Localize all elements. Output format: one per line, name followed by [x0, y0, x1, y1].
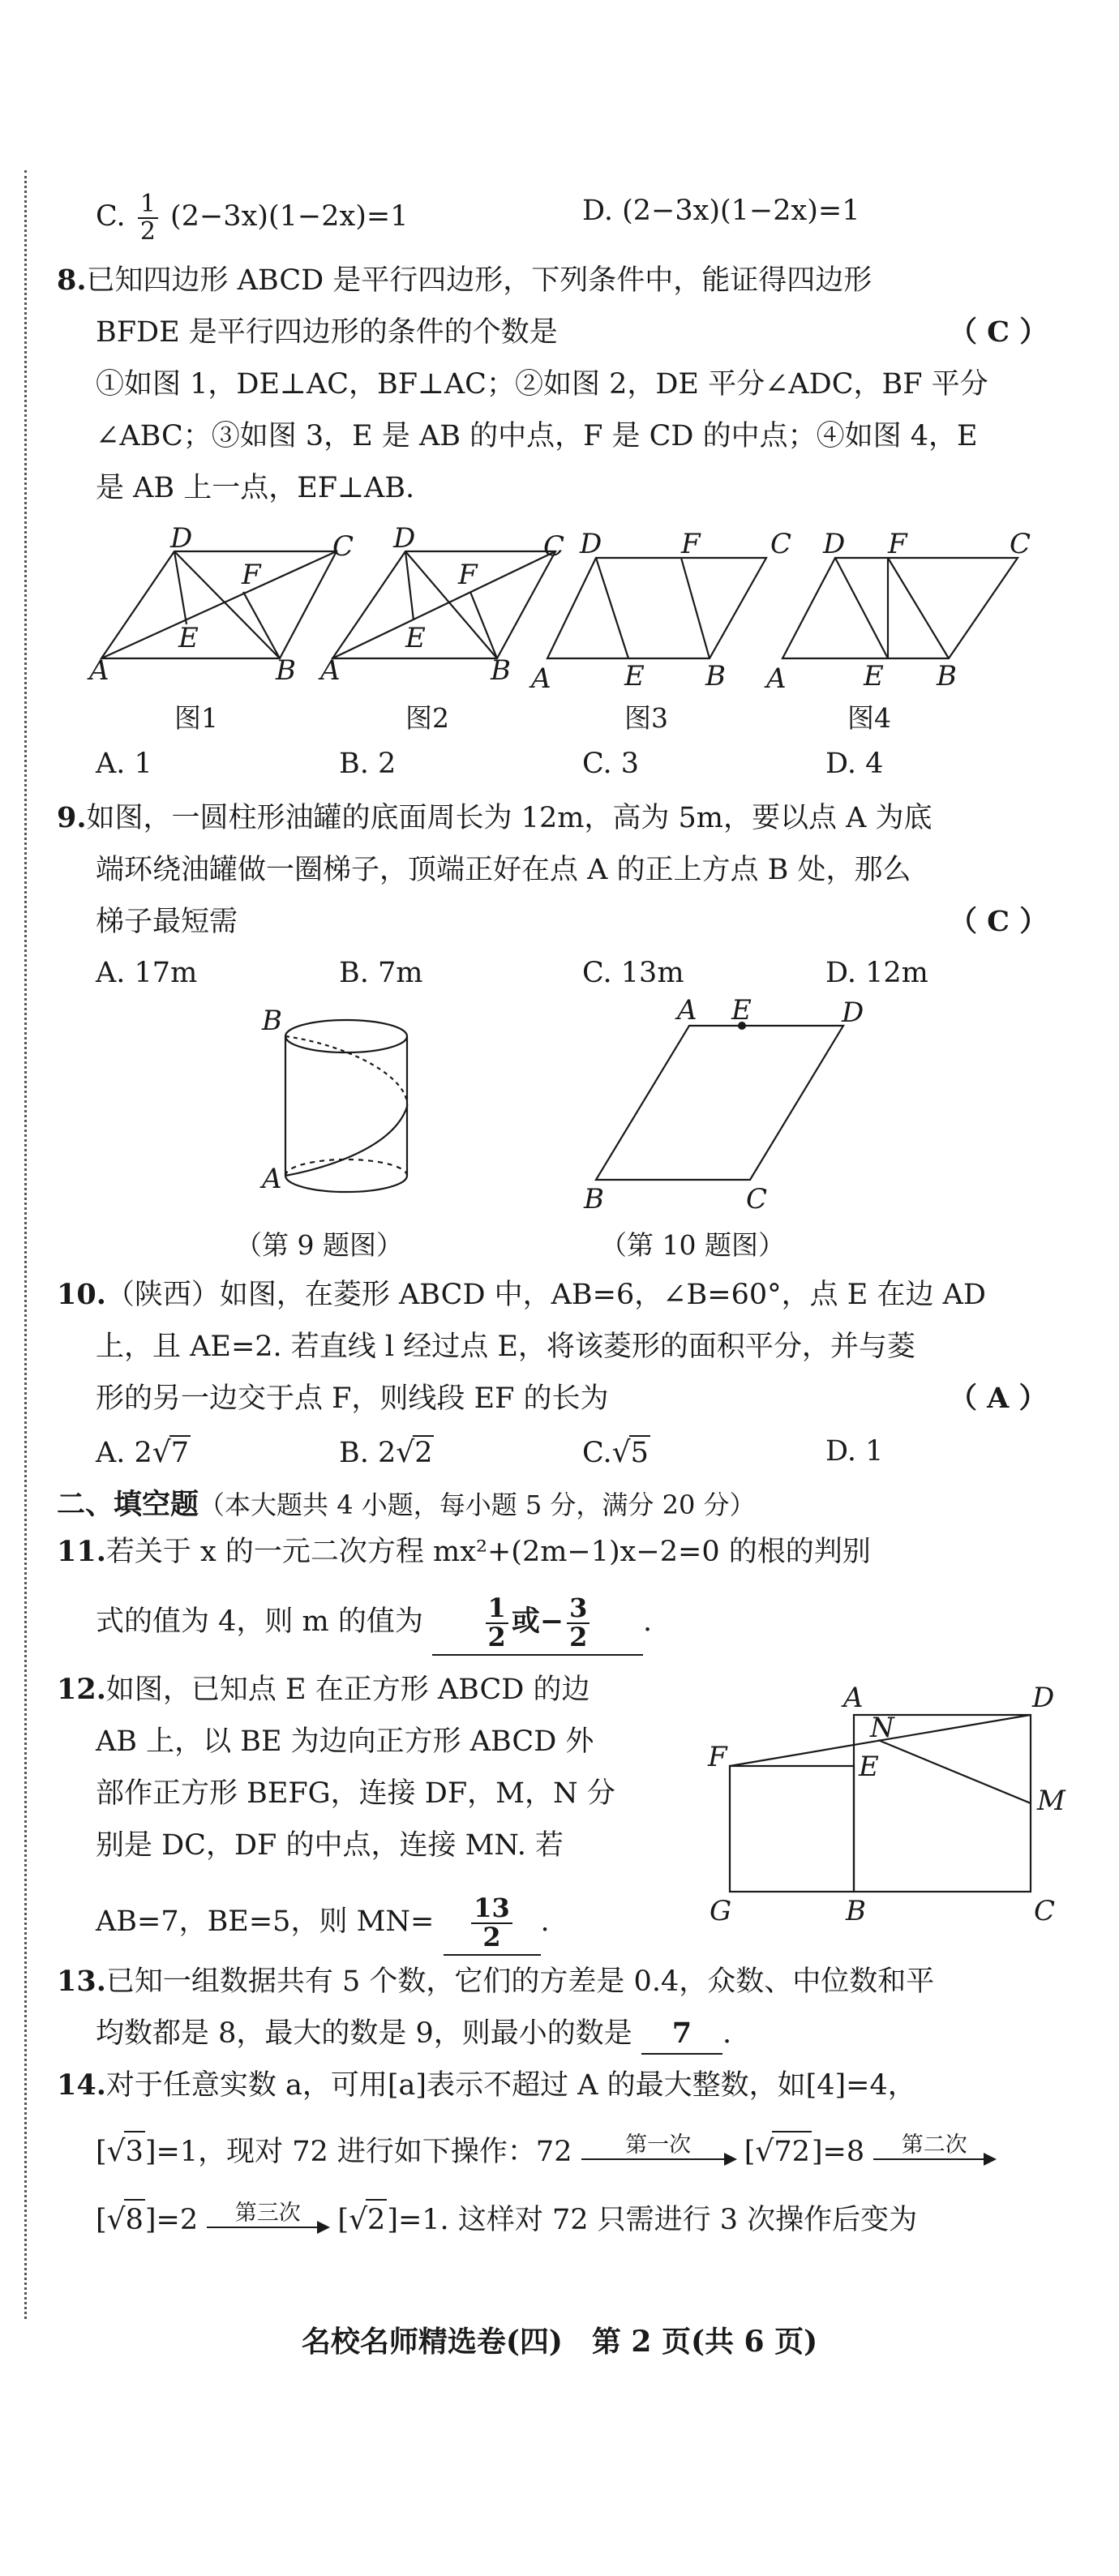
- q7-option-d: D. (2−3x)(1−2x)=1: [582, 195, 860, 227]
- q14-line1: 14.对于任意实数 a，可用[a]表示不超过 A 的最大整数，如[4]=4，: [57, 2068, 916, 2102]
- fig10-label-e: E: [731, 994, 752, 1027]
- section2-title: 二、填空题: [57, 1488, 199, 1521]
- fig12-label-f: F: [708, 1741, 727, 1773]
- fig12-label-e: E: [859, 1751, 879, 1783]
- q9-option-d: D. 12m: [825, 957, 928, 989]
- q8-line4: ∠ABC；③如图 3，E 是 AB 的中点，F 是 CD 的中点；④如图 4，E: [96, 420, 978, 452]
- fig3-label-c: C: [770, 528, 792, 560]
- q8-option-c: C. 3: [582, 748, 640, 780]
- q14-arrow-1: 第一次: [581, 2137, 735, 2170]
- fig1-label-e: E: [178, 622, 199, 654]
- fig2-label-e: E: [405, 622, 426, 654]
- q8-option-a: A. 1: [96, 748, 152, 780]
- q7-option-c-expr: (2−3x)(1−2x)=1: [170, 200, 409, 233]
- q11-line1: 11.若关于 x 的一元二次方程 mx²+(2m−1)x−2=0 的根的判别: [57, 1535, 871, 1568]
- q12-line2: AB 上，以 BE 为边向正方形 ABCD 外: [96, 1725, 594, 1758]
- q7-half-fraction: $\frac{1}{2}$: [138, 191, 158, 244]
- q11-line2: 式的值为 4，则 m 的值为 $\frac{1}{2}$ 或− $\frac{3}{2}$ .: [96, 1589, 652, 1656]
- q12-line4: 别是 DC，DF 的中点，连接 MN. 若: [96, 1829, 564, 1862]
- binding-margin-line: [24, 170, 27, 2319]
- q10-rhombus-figure: [584, 994, 892, 1216]
- q8-figure-1: [89, 522, 354, 689]
- q13-number: 13.: [57, 1965, 106, 1998]
- fig2-label-f: F: [458, 559, 478, 591]
- q13-answer-blank: 7: [641, 2014, 722, 2055]
- q9-option-a: A. 17m: [96, 957, 198, 989]
- fig10-label-b: B: [584, 1183, 604, 1215]
- q10-option-d: D. 1: [825, 1435, 884, 1468]
- q10-line2: 上，且 AE=2. 若直线 l 经过点 E，将该菱形的面积平分，并与菱: [96, 1331, 915, 1363]
- q14-arrow-3: 第三次: [207, 2205, 328, 2238]
- q9-cylinder-figure: [255, 1005, 450, 1216]
- page-footer: 名校名师精选卷(四) 第 2 页(共 6 页): [301, 2325, 818, 2359]
- q9-line2: 端环绕油罐做一圈梯子，顶端正好在点 A 的正上方点 B 处，那么: [96, 854, 911, 886]
- fig12-label-d: D: [1032, 1682, 1055, 1714]
- fig2-label-a: A: [320, 654, 341, 687]
- fig4-label-b: B: [937, 660, 957, 692]
- fig1-label-d: D: [170, 522, 193, 555]
- q8-figure-3: [531, 527, 792, 695]
- q9-line3: 梯子最短需: [96, 906, 238, 938]
- q8-caption-1: 图1: [174, 702, 218, 734]
- q14-line3: [√8]=2 第三次 [√2]=1. 这样对 72 只需进行 3 次操作后变为: [96, 2199, 917, 2240]
- q10-figure-caption: （第 10 题图）: [600, 1229, 785, 1261]
- fig4-label-f: F: [888, 528, 907, 560]
- fig4-label-e: E: [864, 660, 884, 692]
- q13-line2: 均数都是 8，最大的数是 9，则最小的数是 7 .: [96, 2014, 731, 2055]
- q12-line5: AB=7，BE=5，则 MN= $\frac{13}{2}$ .: [96, 1889, 550, 1956]
- fig3-label-a: A: [531, 662, 551, 695]
- q8-answer: （ C ）: [949, 315, 1048, 349]
- section2-header: [57, 1485, 756, 1524]
- q11-answer-blank: $\frac{1}{2}$ 或− $\frac{3}{2}$: [432, 1589, 643, 1656]
- fig2-label-c: C: [543, 530, 565, 563]
- q10-option-b: B. 2√2: [339, 1436, 433, 1469]
- q9-option-c: C. 13m: [582, 957, 684, 989]
- fig3-label-b: B: [705, 660, 726, 692]
- q8-option-d: D. 4: [825, 748, 884, 780]
- q9-answer: （ C ）: [949, 905, 1048, 938]
- fig10-label-d: D: [842, 997, 864, 1029]
- fig4-label-d: D: [823, 528, 846, 560]
- fig12-label-c: C: [1034, 1895, 1056, 1927]
- q14-number: 14.: [57, 2068, 106, 2102]
- q9-line1: 9.如图，一圆柱形油罐的底面周长为 12m，高为 5m，要以点 A 为底: [57, 801, 932, 834]
- section2-note: （本大题共 4 小题，每小题 5 分，满分 20 分）: [199, 1489, 756, 1520]
- fig3-label-f: F: [681, 528, 701, 560]
- q9-number: 9.: [57, 801, 87, 834]
- q12-answer-blank: $\frac{13}{2}$: [444, 1889, 541, 1956]
- q10-option-a: A. 2√7: [96, 1436, 190, 1469]
- q10-answer: （ A ）: [949, 1382, 1048, 1415]
- fig12-label-n: N: [870, 1712, 894, 1744]
- q14-arrow-2: 第二次: [873, 2137, 995, 2170]
- q7-option-c-label: C.: [96, 200, 126, 233]
- q10-option-c: C.√5: [582, 1436, 649, 1469]
- fig1-label-b: B: [276, 654, 296, 687]
- q12-line1: 12.如图，已知点 E 在正方形 ABCD 的边: [57, 1673, 590, 1706]
- fig10-label-a: A: [677, 994, 697, 1027]
- q12-line3: 部作正方形 BEFG，连接 DF，M，N 分: [96, 1777, 615, 1810]
- fig1-label-a: A: [89, 654, 109, 687]
- q8-option-b: B. 2: [339, 748, 397, 780]
- fig3-label-e: E: [624, 660, 645, 692]
- q10-number: 10.: [57, 1278, 106, 1311]
- fig10-label-c: C: [746, 1183, 768, 1215]
- fig9-label-b: B: [262, 1005, 282, 1037]
- q9-option-b: B. 7m: [339, 957, 423, 989]
- q9-figure-caption: （第 9 题图）: [235, 1229, 403, 1261]
- fig2-label-d: D: [393, 522, 416, 555]
- q7-option-c: [96, 191, 408, 244]
- q12-number: 12.: [57, 1673, 106, 1706]
- fig12-label-m: M: [1037, 1785, 1065, 1817]
- q8-number: 8.: [57, 264, 87, 297]
- q8-caption-3: 图3: [624, 702, 668, 734]
- q14-line2: [√3]=1，现对 72 进行如下操作：72 第一次 [√72]=8 第二次: [96, 2131, 995, 2171]
- q10-line3: 形的另一边交于点 F，则线段 EF 的长为: [96, 1382, 609, 1415]
- q8-figure-4: [766, 527, 1042, 695]
- fig1-label-f: F: [242, 559, 261, 591]
- q8-line3: ①如图 1，DE⊥AC，BF⊥AC；②如图 2，DE 平分∠ADC，BF 平分: [96, 368, 988, 401]
- fig1-label-c: C: [332, 530, 354, 563]
- q8-caption-4: 图4: [847, 702, 891, 734]
- fig4-label-a: A: [766, 662, 787, 695]
- fig4-label-c: C: [1010, 528, 1031, 560]
- fig12-label-b: B: [846, 1895, 866, 1927]
- q11-number: 11.: [57, 1535, 106, 1568]
- q8-line5: 是 AB 上一点，EF⊥AB.: [96, 472, 415, 504]
- fig3-label-d: D: [580, 528, 602, 560]
- q8-line1: 8.已知四边形 ABCD 是平行四边形，下列条件中，能证得四边形: [57, 264, 872, 297]
- fig2-label-b: B: [491, 654, 511, 687]
- fig12-label-g: G: [710, 1895, 732, 1927]
- q8-line2: BFDE 是平行四边形的条件的个数是: [96, 316, 558, 349]
- fig12-label-a: A: [843, 1682, 864, 1714]
- q10-line1: 10.（陕西）如图，在菱形 ABCD 中，AB=6，∠B=60°，点 E 在边 AD: [57, 1278, 986, 1311]
- q8-caption-2: 图2: [405, 702, 449, 734]
- fig9-label-a: A: [262, 1163, 282, 1195]
- q12-square-figure: [701, 1670, 1074, 1930]
- q13-line1: 13.已知一组数据共有 5 个数，它们的方差是 0.4，众数、中位数和平: [57, 1965, 935, 1998]
